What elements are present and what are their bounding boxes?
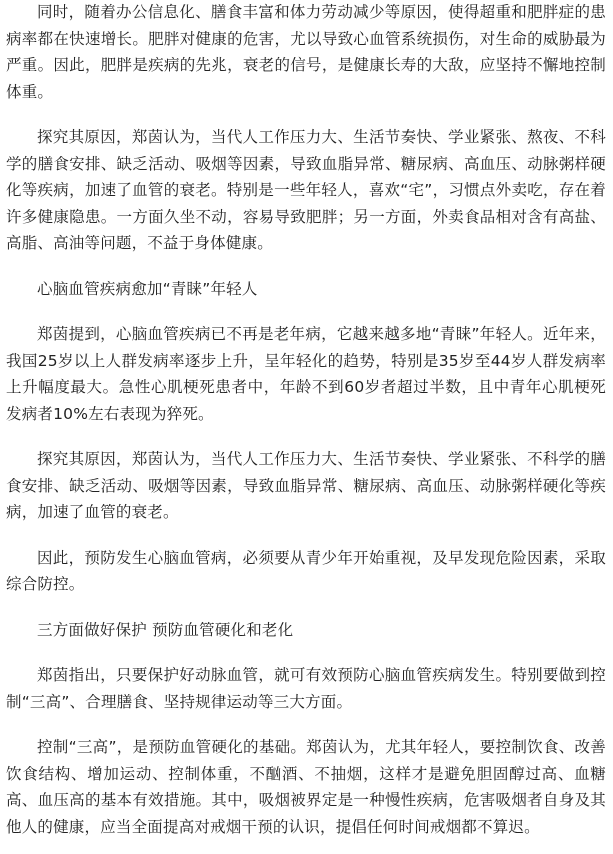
- section-heading-three-aspects: 三方面做好保护 预防血管硬化和老化: [37, 620, 294, 639]
- paragraph-younger-trend: 郑茵提到，心脑血管疾病已不再是老年病，它越来越多地“青睐”年轻人。近年来，我国25岁以上人群发病率逐步上升，呈年轻化的趋势，特别是35岁至44岁人群发病率上升幅度最大。急性心肌梗死患者中，年龄不到60岁者超过半数，且中青年心肌梗死发病者10%左右表现为猝死。: [6, 325, 606, 423]
- paragraph-causes-lifestyle: 探究其原因，郑茵认为，当代人工作压力大、生活节奏快、学业紧张、熬夜、不科学的膳食安排、缺乏活动、吸烟等因素，导致血脂异常、糖尿病、高血压、动脉粥样硬化等疾病，加速了血管的衰老。特别是一些年轻人，喜欢“宅”，习惯点外卖吃，存在着许多健康隐患。一方面久坐不动，容易导致肥胖；另一方面，外卖食品相对含有高盐、高脂、高油等问题，不益于身体健康。: [6, 128, 606, 252]
- paragraph-obesity-intro: 同时，随着办公信息化、膳食丰富和体力劳动减少等原因，使得超重和肥胖症的患病率都在快速增长。肥胖对健康的危害，尤以导致心血管系统损伤，对生命的威胁最为严重。因此，肥胖是疾病的先兆，衰老的信号，是健康长寿的大敌，应坚持不懈地控制体重。: [6, 3, 606, 101]
- paragraph-protect-arteries: 郑茵指出，只要保护好动脉血管，就可有效预防心脑血管疾病发生。特别要做到控制“三高”、合理膳食、坚持规律运动等三大方面。: [6, 666, 606, 711]
- section-heading-young-people: 心脑血管疾病愈加“青睐”年轻人: [37, 279, 258, 298]
- paragraph-prevention-early: 因此，预防发生心脑血管病，必须要从青少年开始重视，及早发现危险因素，采取综合防控。: [6, 548, 606, 593]
- paragraph-control-three-highs: 控制“三高”，是预防血管硬化的基础。郑茵认为，尤其年轻人，要控制饮食、改善饮食结构、增加运动、控制体重，不酗酒、不抽烟，这样才是避免胆固醇过高、血糖高、血压高的基本有效措施。其中，吸烟被界定是一种慢性疾病，危害吸烟者自身及其他人的健康，应当全面提高对戒烟干预的认识，提倡任何时间戒烟都不算迟。: [6, 738, 606, 836]
- paragraph-causes-repeat: 探究其原因，郑茵认为，当代人工作压力大、生活节奏快、学业紧张、不科学的膳食安排、缺乏活动、吸烟等因素，导致血脂异常、糖尿病、高血压、动脉粥样硬化等疾病，加速了血管的衰老。: [6, 450, 606, 521]
